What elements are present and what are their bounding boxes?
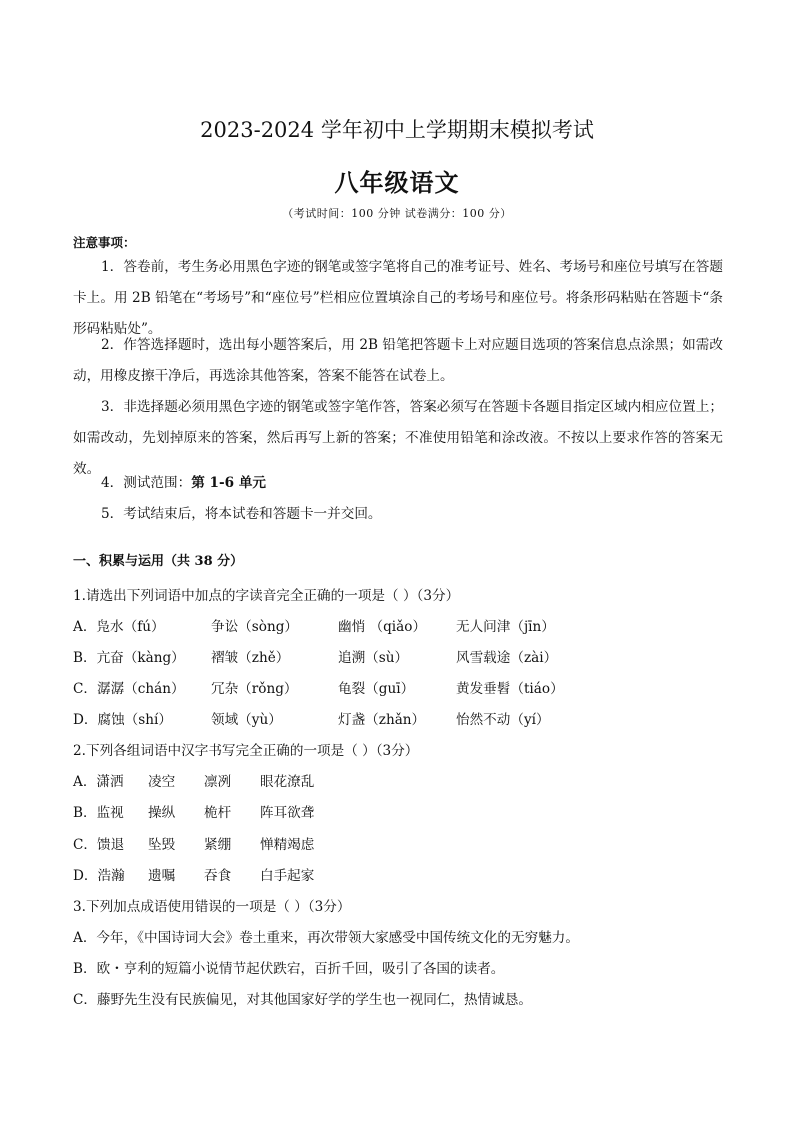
notes-heading: 注意事项：	[73, 235, 136, 250]
q1-option-cell: D．腐蚀（shí）	[73, 712, 172, 728]
exam-info: （考试时间：100 分钟 试卷满分：100 分）	[282, 207, 512, 220]
q2-option-cell: 吞食	[204, 868, 232, 884]
q1-option-cell: 龟裂（guī）	[338, 681, 415, 697]
q1-option-cell: 灯盏（zhǎn）	[338, 712, 426, 728]
question-2-stem: 2.下列各组词语中汉字书写完全正确的一项是（ ）（3分）	[73, 743, 419, 759]
q1-option-cell: A．凫水（fú）	[73, 619, 165, 635]
note-item-4	[73, 468, 723, 499]
question-3-option-b: B．欧・亨利的短篇小说情节起伏跌宕，百折千回，吸引了各国的读者。	[73, 961, 505, 977]
q1-option-cell: 追溯（sù）	[338, 650, 409, 666]
q1-option-cell: 争讼（sòng）	[211, 619, 298, 635]
q1-option-cell: 褶皱（zhě）	[211, 650, 290, 666]
q1-option-cell: 无人问津（jīn）	[456, 619, 555, 635]
note-item-4-prefix: 4．测试范围：	[101, 475, 192, 491]
note-item-2: 2．作答选择题时，选出每小题答案后，用 2B 铅笔把答题卡上对应题目选项的答案信息点涂黑；如需改动，用橡皮擦干净后，再选涂其他答案，答案不能答在试卷上。	[73, 337, 723, 384]
q2-option-cell: 操纵	[148, 805, 176, 821]
question-3-option-c: C．藤野先生没有民族偏见，对其他国家好学的学生也一视同仁，热情诚恳。	[73, 992, 532, 1008]
question-1-stem: 1.请选出下列词语中加点的字读音完全正确的一项是（ ）（3分）	[73, 588, 460, 604]
q2-option-cell: B．监视	[73, 805, 124, 821]
exam-subtitle: 八年级语文	[334, 168, 460, 197]
q1-option-cell: 怡然不动（yí）	[456, 712, 550, 728]
note-item-5: 5．考试结束后，将本试卷和答题卡一并交回。	[101, 506, 382, 522]
q2-option-cell: 紧绷	[204, 837, 232, 853]
q2-option-cell: 坠毁	[148, 837, 176, 853]
section-heading: 一、积累与运用（共 38 分）	[73, 554, 244, 569]
question-3-stem: 3.下列加点成语使用错误的一项是（ ）（3分）	[73, 899, 351, 915]
exam-title: 2023-2024 学年初中上学期期末模拟考试	[200, 118, 594, 142]
q1-option-cell: 黄发垂髫（tiáo）	[456, 681, 564, 697]
q1-option-cell: 冗杂（rǒng）	[211, 681, 298, 697]
note-item-1: 1．答卷前，考生务必用黑色字迹的钢笔或签字笔将自己的准考证号、姓名、考场号和座位号填写在答题卡上。用 2B 铅笔在“考场号”和“座位号”栏相应位置填涂自己的考场号和座位号。将条形码粘贴在答题卡“条形码粘贴处”。	[73, 259, 723, 337]
q2-option-cell: D．浩瀚	[73, 868, 125, 884]
q2-option-cell: C．馈退	[73, 837, 125, 853]
q1-option-cell: 幽悄 （qiǎo）	[338, 619, 427, 635]
q2-option-cell: 阵耳欲聋	[260, 805, 315, 821]
q2-option-cell: A．潇洒	[73, 774, 124, 790]
q2-option-cell: 惮精竭虑	[260, 837, 315, 853]
q2-option-cell: 桅杆	[204, 805, 232, 821]
q1-option-cell: B．亢奋（kàng）	[73, 650, 185, 666]
q1-option-cell: C．潺潺（chán）	[73, 681, 185, 697]
q2-option-cell: 凛冽	[204, 774, 232, 790]
q1-option-cell: 风雪载途（zài）	[456, 650, 558, 666]
note-item-3: 3．非选择题必须用黑色字迹的钢笔或签字笔作答，答案必须写在答题卡各题目指定区域内相应位置上；如需改动，先划掉原来的答案，然后再写上新的答案；不准使用铅笔和涂改液。不按以上要求作答的答案无效。	[73, 399, 723, 477]
q2-option-cell: 凌空	[148, 774, 176, 790]
q2-option-cell: 白手起家	[260, 868, 315, 884]
question-3-option-a: A．今年，《中国诗词大会》卷土重来，再次带领大家感受中国传统文化的无穷魅力。	[73, 930, 579, 946]
q2-option-cell: 眼花潦乱	[260, 774, 315, 790]
q1-option-cell: 领域（yù）	[211, 712, 282, 728]
q2-option-cell: 遗嘱	[148, 868, 176, 884]
note-item-4-scope: 第 1-6 单元	[191, 475, 267, 491]
